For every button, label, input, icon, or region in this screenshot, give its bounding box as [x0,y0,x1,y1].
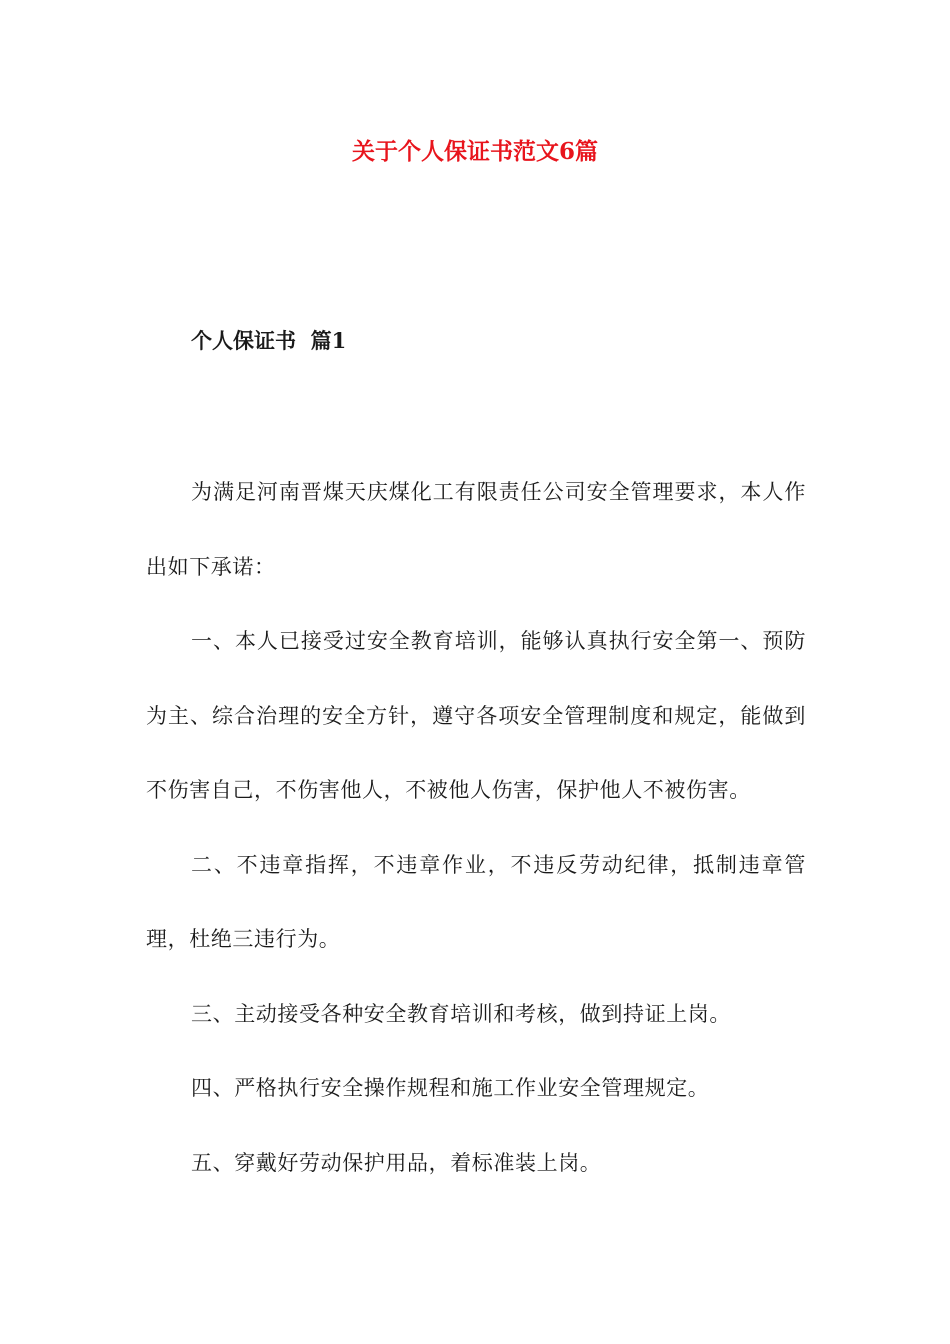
paragraph-item-2: 二、不违章指挥，不违章作业，不违反劳动纪律，抵制违章管理，杜绝三违行为。 [146,852,806,951]
document-title: 关于个人保证书范文6篇 [351,138,598,165]
document-body [146,455,806,1200]
paragraph-intro: 为满足河南晋煤天庆煤化工有限责任公司安全管理要求，本人作出如下承诺： [146,480,806,579]
paragraph-item-4: 四、严格执行安全操作规程和施工作业安全管理规定。 [191,1076,710,1100]
paragraph-item-3: 三、主动接受各种安全教育培训和考核，做到持证上岗。 [191,1001,731,1026]
paragraph-item-1: 一、本人已接受过安全教育培训，能够认真执行安全第一、预防为主、综合治理的安全方针，遵守各项安全管理制度和规定，能做到不伤害自己，不伤害他人，不被他人伤害，保护他人不被伤害。 [146,629,806,802]
section-heading: 个人保证书 篇1 [191,328,347,353]
paragraph-item-5: 五、穿戴好劳动保护用品，着标准装上岗。 [191,1150,602,1175]
